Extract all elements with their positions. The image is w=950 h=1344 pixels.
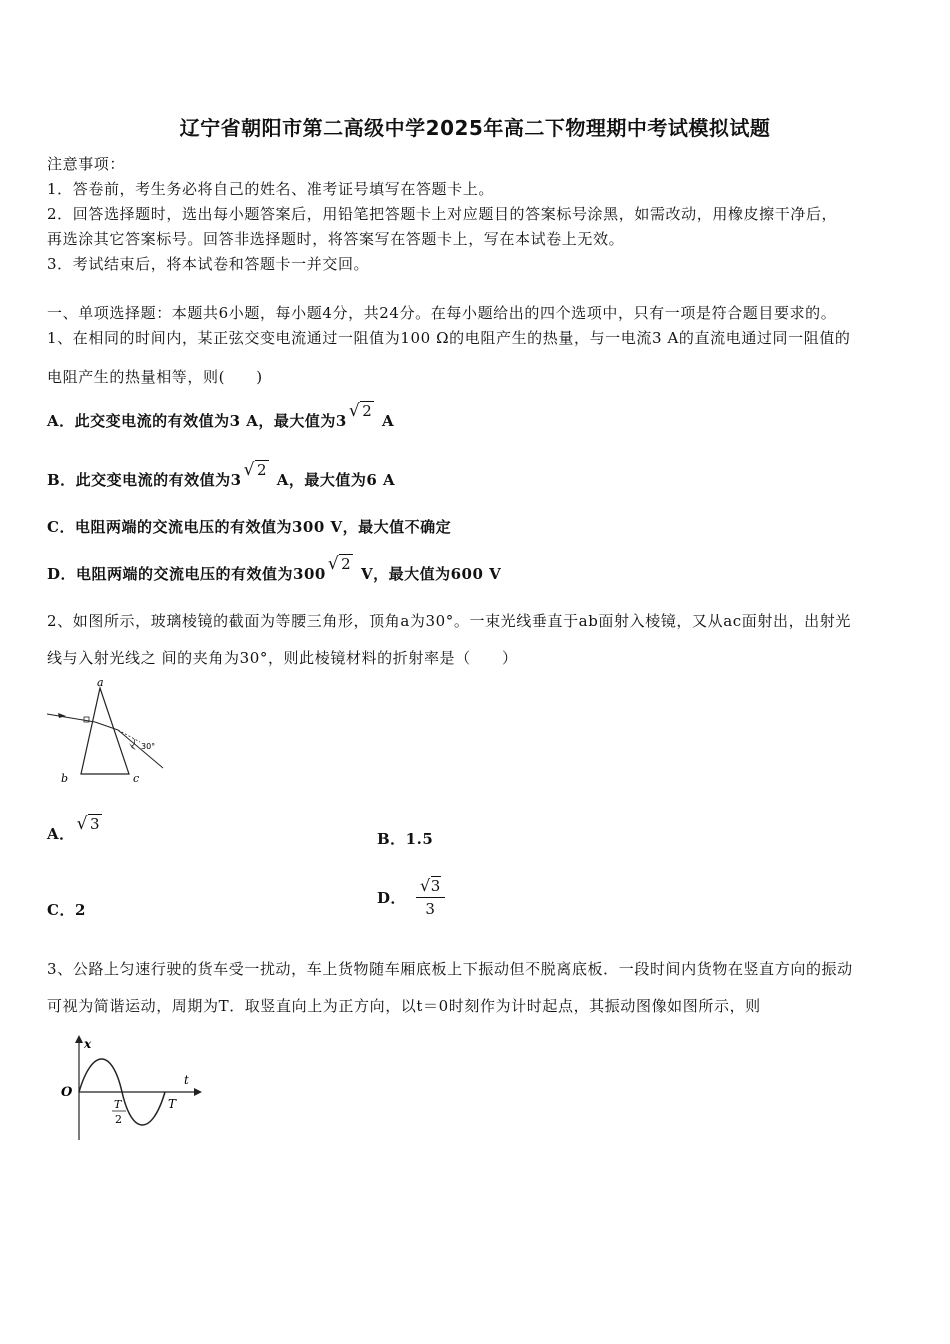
notice-item-2b: 再选涂其它答案标号。回答非选择题时，将答案写在答题卡上，写在本试卷上无效。 [47, 230, 625, 248]
half-period-num: T [114, 1098, 122, 1111]
axis-label-x: x [84, 1037, 92, 1051]
q1-option-c[interactable]: C．电阻两端的交流电压的有效值为300 V，最大值不确定 [47, 518, 452, 536]
sqrt-symbol: √ 2 [348, 401, 373, 421]
q1-option-b[interactable]: B．此交变电流的有效值为3 √ 2 A，最大值为6 A [47, 460, 396, 489]
sqrt-symbol: √ 3 [76, 814, 101, 834]
notice-item-1: 1．答卷前，考生务必将自己的姓名、准考证号填写在答题卡上。 [47, 180, 494, 198]
q1-stem-line-2: 电阻产生的热量相等，则( ) [47, 368, 263, 386]
q2-option-c[interactable]: C．2 [47, 901, 86, 919]
origin-label: O [61, 1085, 73, 1100]
notice-item-2a: 2．回答选择题时，选出每小题答案后，用铅笔把答题卡上对应题目的答案标号涂黑，如需改动，用橡皮擦干净后， [47, 205, 838, 223]
vertex-label-a: a [97, 676, 104, 689]
q2-stem-line-1: 2、如图所示，玻璃棱镜的截面为等腰三角形，顶角a为30°。一束光线垂直于ab面射入棱镜，又从ac面射出，出射光 [47, 612, 851, 630]
inner-ray [95, 722, 118, 730]
q2-stem-line-2: 线与入射光线之 间的夹角为30°，则此棱镜材料的折射率是（ ） [47, 649, 518, 667]
q1-option-a[interactable]: A．此交变电流的有效值为3 A，最大值为3 √ 2 A [47, 401, 395, 430]
q1-option-d[interactable]: D．电阻两端的交流电压的有效值为300 √ 2 V，最大值为600 V [47, 554, 502, 583]
extension-line [118, 730, 140, 742]
q2-option-b[interactable]: B．1.5 [377, 830, 434, 848]
angle-label: 30° [141, 742, 156, 751]
notice-heading: 注意事项： [47, 155, 126, 173]
fraction: $\frac{√3}{3}$ [416, 876, 445, 918]
vertex-label-b: b [61, 772, 69, 785]
t-axis-arrow [194, 1088, 202, 1096]
section-heading: 一、单项选择题：本题共6小题，每小题4分，共24分。在每小题给出的四个选项中，只有一项是符合题目要求的。 [47, 304, 837, 322]
sqrt-symbol: √ 2 [243, 460, 268, 480]
q2-option-a[interactable]: A． √ 3 [47, 814, 101, 843]
prism-triangle [81, 688, 129, 774]
incident-ray [47, 714, 95, 722]
vibration-graph [44, 1028, 204, 1146]
page-title: 辽宁省朝阳市第二高级中学2025年高二下物理期中考试模拟试题 [179, 116, 771, 140]
axis-label-t: t [184, 1073, 189, 1087]
q2-option-d[interactable]: D． $\frac{√3}{3}$ [377, 876, 445, 918]
q1-stem-line-1: 1、在相同的时间内，某正弦交变电流通过一阻值为100 Ω的电阻产生的热量，与一电流3 A的直流电通过同一阻值的 [47, 329, 851, 347]
sqrt-symbol: √ 2 [327, 554, 352, 574]
q3-stem-line-2: 可视为简谐运动，周期为T．取竖直向上为正方向，以t＝0时刻作为计时起点，其振动图像如图所示，则 [47, 997, 761, 1015]
notice-item-3: 3．考试结束后，将本试卷和答题卡一并交回。 [47, 255, 370, 273]
q3-stem-line-1: 3、公路上匀速行驶的货车受一扰动，车上货物随车厢底板上下振动但不脱离底板．一段时间内货物在竖直方向的振动 [47, 960, 853, 978]
vertex-label-c: c [133, 772, 140, 785]
half-period-den: 2 [115, 1113, 122, 1126]
x-axis-arrow [75, 1035, 83, 1043]
prism-diagram [44, 676, 169, 788]
period-label: T [168, 1097, 177, 1111]
